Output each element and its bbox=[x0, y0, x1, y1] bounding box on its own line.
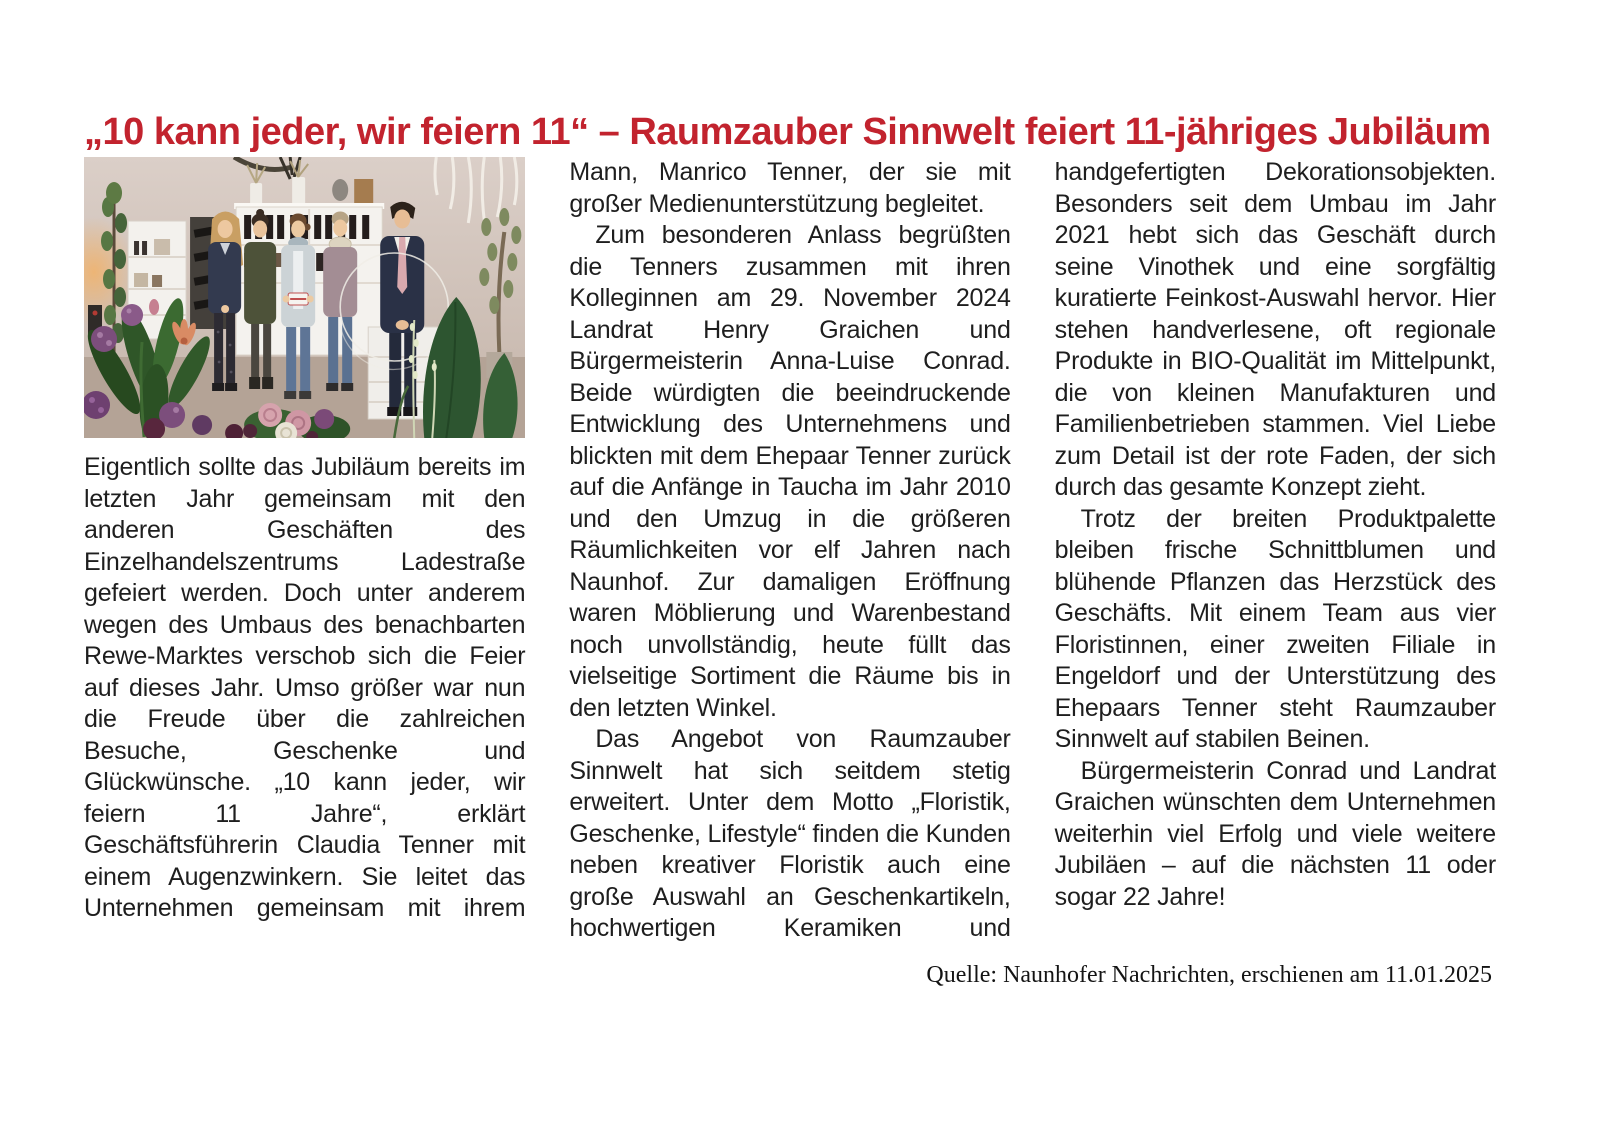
article-paragraph: Das Angebot von Raumzauber Sinnwelt hat sich seitdem stetig erweitert. Unter dem Motto „Floristik, Geschenke, Lifestyle“ finden die Kunden neben kreativer Floristik auch eine große Auswahl an Geschenkartikeln, hochwertigen Keramiken und handgefertigten Dekorationsobjekten. Besonders seit dem Umbau im Jahr 2021 hebt sich das Geschäft durch seine Vinothek und eine sorgfältig kuratierte Feinkost-Auswahl hervor. Hier stehen handverlesene, oft regionale Produkte in BIO-Qualität im Mittelpunkt, die von kleinen Manufakturen und Familienbetrieben stammen. Viel Liebe zum Detail ist der rote Faden, der sich durch das gesamte Konzept zieht. bbox=[569, 158, 1496, 942]
article-paragraph: Eigentlich sollte das Jubiläum bereits im letzten Jahr gemeinsam mit den anderen Geschäften des Einzelhandelszentrums Ladestraße gefeiert werden. Doch unter anderem wegen des Umbaus des benachbarten Rewe-Marktes verschob sich die Feier auf dieses Jahr. Umso größer war nun die Freude über die zahlreichen Besuche, Geschenke und Glückwünsche. „10 kann jeder, wir feiern 11 Jahre“, erklärt Geschäftsführerin Claudia Tenner mit einem Augenzwinkern. Sie leitet das Unternehmen gemeinsam mit ihrem Mann, Manrico Tenner, der sie mit großer Medienunterstützung begleitet. bbox=[84, 158, 1011, 922]
article-photo bbox=[84, 157, 525, 438]
article-paragraph: Zum besonderen Anlass begrüßten die Tenners zusammen mit ihren Kolleginnen am 29. November 2024 Landrat Henry Graichen und Bürgermeisterin Anna-Luise Conrad. Beide würdigten die beeindruckende Entwicklung des Unternehmens und blickten mit dem Ehepaar Tenner zurück auf die Anfänge in Taucha im Jahr 2010 und den Umzug in die größeren Räumlichkeiten vor elf Jahren nach Naunhof. Zur damaligen Eröffnung waren Möblierung und Warenbestand noch unvollständig, heute füllt das vielseitige Sortiment die Räume bis in den letzten Winkel. bbox=[569, 221, 1011, 722]
article-paragraph: Bürgermeisterin Conrad und Landrat Graichen wünschten dem Unternehmen weiterhin viel Erfolg und viele weitere Jubiläen – auf die nächsten 11 oder sogar 22 Jahre! bbox=[1054, 756, 1496, 911]
owl-ornament bbox=[332, 179, 348, 201]
article-body bbox=[84, 157, 1496, 967]
article-paragraph: Trotz der breiten Produktpalette bleiben frische Schnittblumen und blühende Pflanzen das Herzstück des Geschäfts. Mit einem Team aus vier Floristinnen, einer zweiten Filiale in Engeldorf und der Unterstützung des Ehepaars Tenner steht Raumzauber Sinnwelt auf stabilen Beinen. bbox=[1054, 504, 1496, 753]
source-attribution: Quelle: Naunhofer Nachrichten, erschienen am 11.01.2025 bbox=[926, 962, 1492, 988]
shop-photo-illustration bbox=[84, 157, 525, 438]
headline: „10 kann jeder, wir feiern 11“ – Raumzauber Sinnwelt feiert 11-jähriges Jubiläum bbox=[84, 111, 1491, 154]
